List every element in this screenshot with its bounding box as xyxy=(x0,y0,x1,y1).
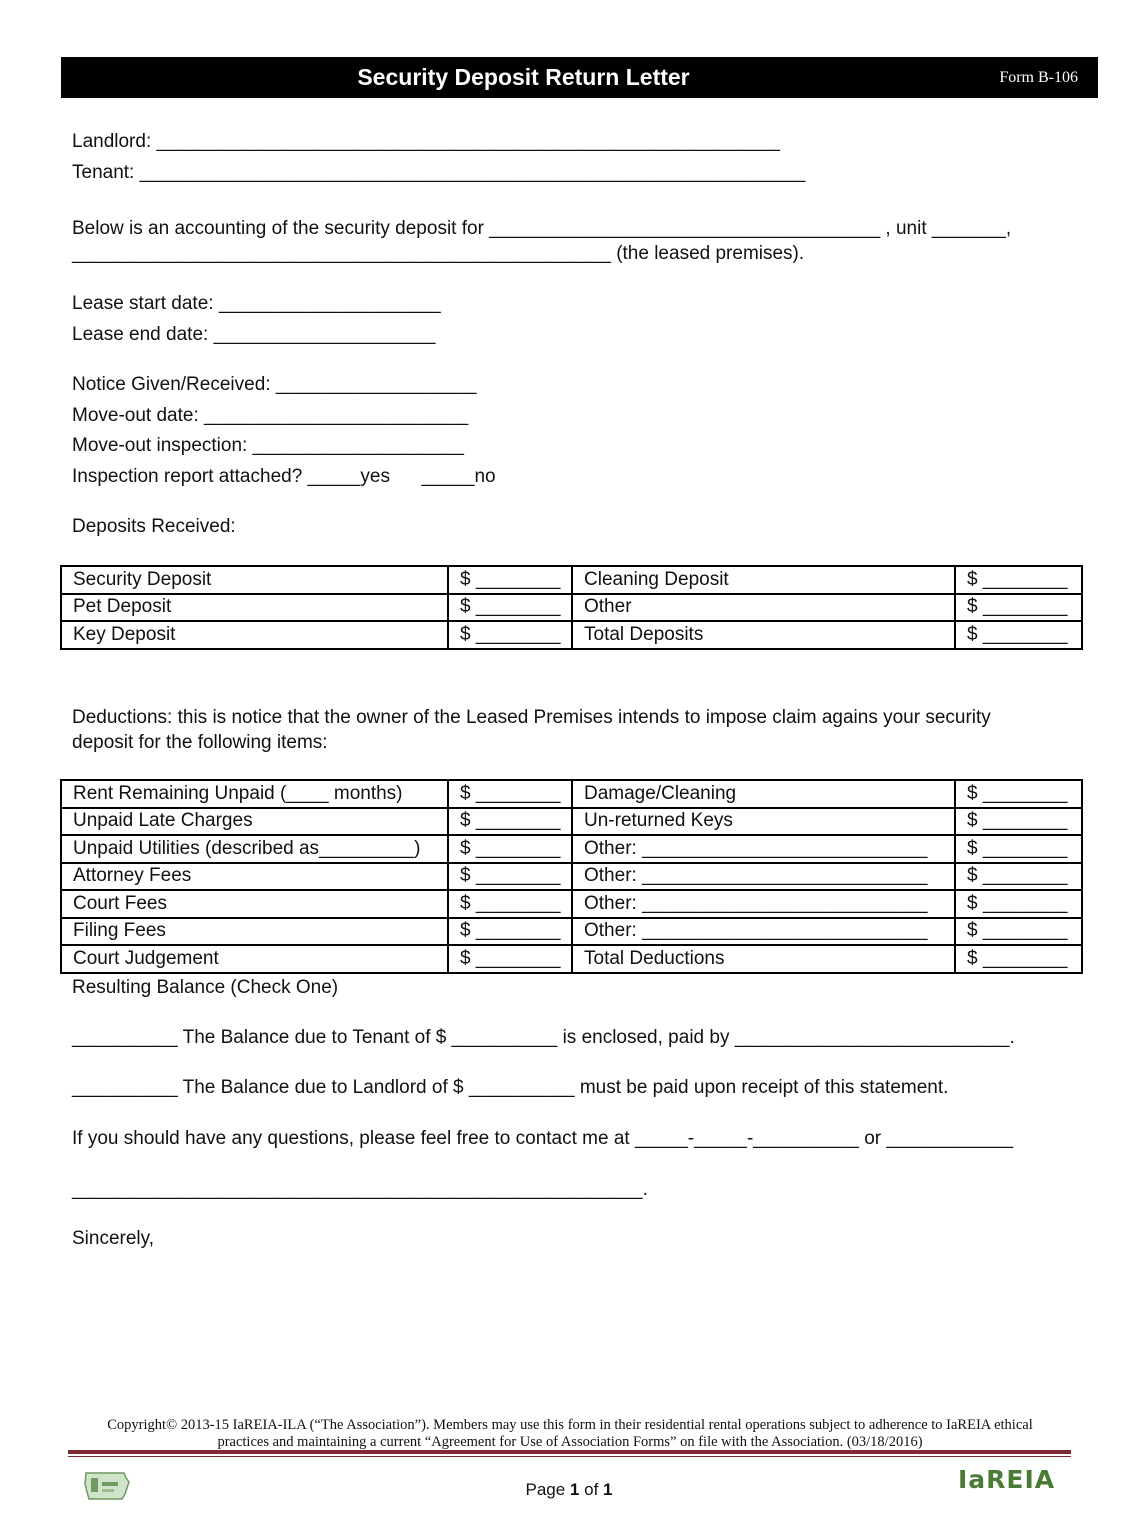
copyright-line-1: Copyright© 2013-15 IaREIA-ILA (“The Association”). Members may use this form in their residential rental operations subject to adherence to IaREIA ethical xyxy=(107,1417,1033,1433)
table-cell: Cleaning Deposit xyxy=(572,566,955,594)
table-row xyxy=(61,566,1082,594)
landlord-line: Landlord: ___________________________________________________________ xyxy=(72,131,780,152)
table-row xyxy=(61,863,1082,891)
resulting-balance-heading: Resulting Balance (Check One) xyxy=(72,977,339,998)
accounting-line-1: Below is an accounting of the security deposit for _____________________________________ , unit _______, xyxy=(72,218,1012,239)
table-cell: Security Deposit xyxy=(61,566,448,594)
table-cell: $ ________ xyxy=(955,890,1082,918)
table-cell: $ ________ xyxy=(448,808,572,836)
table-cell: Key Deposit xyxy=(61,621,448,649)
table-row xyxy=(61,594,1082,622)
table-cell: Other: ___________________________ xyxy=(572,918,955,946)
table-cell: $ ________ xyxy=(955,780,1082,808)
lease-end-line: Lease end date: _____________________ xyxy=(72,324,436,345)
table-cell: Filing Fees xyxy=(61,918,448,946)
table-row xyxy=(61,780,1082,808)
deductions-table xyxy=(60,779,1083,974)
table-cell: $ ________ xyxy=(448,594,572,622)
table-cell: $ ________ xyxy=(955,863,1082,891)
table-cell: $ ________ xyxy=(955,918,1082,946)
table-cell: Unpaid Utilities (described as_________) xyxy=(61,835,448,863)
notice-line: Notice Given/Received: ___________________ xyxy=(72,374,477,395)
moveout-date-line: Move-out date: _________________________ xyxy=(72,405,469,426)
page-word: Page xyxy=(525,1480,566,1499)
table-row xyxy=(61,918,1082,946)
table-cell: $ ________ xyxy=(955,808,1082,836)
table-row xyxy=(61,621,1082,649)
form-number: Form B-106 xyxy=(999,69,1078,86)
deposits-table xyxy=(60,565,1083,650)
table-cell: $ ________ xyxy=(955,566,1082,594)
tenant-line: Tenant: _______________________________________________________________ xyxy=(72,162,806,183)
table-cell: $ ________ xyxy=(448,918,572,946)
table-row xyxy=(61,945,1082,973)
copyright-line-2: practices and maintaining a current “Agreement for Use of Association Forms” on file with the Association. (03/18/2016) xyxy=(217,1434,923,1450)
inspection-report-line: Inspection report attached? _____yes _____no xyxy=(72,466,496,487)
table-cell: Other xyxy=(572,594,955,622)
table-cell: $ ________ xyxy=(448,566,572,594)
contact-blank-line: ______________________________________________________. xyxy=(72,1179,648,1200)
table-cell: Court Fees xyxy=(61,890,448,918)
table-cell: Rent Remaining Unpaid (____ months) xyxy=(61,780,448,808)
iareia-logo: IaREIA xyxy=(958,1465,1056,1494)
table-cell: $ ________ xyxy=(955,594,1082,622)
sincerely-text: Sincerely, xyxy=(72,1228,155,1249)
table-row xyxy=(61,835,1082,863)
table-cell: $ ________ xyxy=(955,621,1082,649)
page-total: 1 xyxy=(603,1480,613,1499)
page-current: 1 xyxy=(569,1480,580,1499)
page-of: of xyxy=(584,1480,599,1499)
deductions-text-2: deposit for the following items: xyxy=(72,732,328,753)
table-cell: Other: ___________________________ xyxy=(572,835,955,863)
table-cell: Pet Deposit xyxy=(61,594,448,622)
deductions-text-1: Deductions: this is notice that the owner of the Leased Premises intends to impose claim agains your security xyxy=(72,707,991,728)
moveout-inspection-line: Move-out inspection: ____________________ xyxy=(72,435,464,456)
table-cell: $ ________ xyxy=(448,890,572,918)
deposits-received-heading: Deposits Received: xyxy=(72,516,236,537)
questions-line: If you should have any questions, please feel free to contact me at _____-_____-__________ or ____________ xyxy=(72,1128,1014,1149)
lease-start-line: Lease start date: _____________________ xyxy=(72,293,441,314)
table-cell: $ ________ xyxy=(448,945,572,973)
table-cell: Other: ___________________________ xyxy=(572,890,955,918)
table-cell: Court Judgement xyxy=(61,945,448,973)
table-row xyxy=(61,808,1082,836)
copyright-notice xyxy=(50,1417,1090,1451)
footer-rule-thin xyxy=(68,1456,1071,1457)
table-cell: $ ________ xyxy=(448,835,572,863)
balance-tenant-line: __________ The Balance due to Tenant of $ __________ is enclosed, paid by __________________________. xyxy=(72,1027,1015,1048)
deposits-table-body xyxy=(61,566,1082,649)
table-cell: $ ________ xyxy=(448,621,572,649)
table-cell: $ ________ xyxy=(448,780,572,808)
page-title: Security Deposit Return Letter xyxy=(357,64,690,90)
deductions-table-body xyxy=(61,780,1082,973)
table-cell: Total Deductions xyxy=(572,945,955,973)
balance-landlord-line: __________ The Balance due to Landlord of $ __________ must be paid upon receipt of this statement. xyxy=(72,1077,949,1098)
table-cell: Damage/Cleaning xyxy=(572,780,955,808)
table-cell: Other: ___________________________ xyxy=(572,863,955,891)
table-cell: $ ________ xyxy=(448,863,572,891)
table-row xyxy=(61,890,1082,918)
table-cell: Attorney Fees xyxy=(61,863,448,891)
table-cell: $ ________ xyxy=(955,945,1082,973)
footer-rule xyxy=(68,1450,1071,1454)
accounting-line-2: ___________________________________________________ (the leased premises). xyxy=(72,243,805,264)
table-cell: Unpaid Late Charges xyxy=(61,808,448,836)
table-cell: Un-returned Keys xyxy=(572,808,955,836)
header-bar xyxy=(61,57,1098,98)
table-cell: $ ________ xyxy=(955,835,1082,863)
table-cell: Total Deposits xyxy=(572,621,955,649)
